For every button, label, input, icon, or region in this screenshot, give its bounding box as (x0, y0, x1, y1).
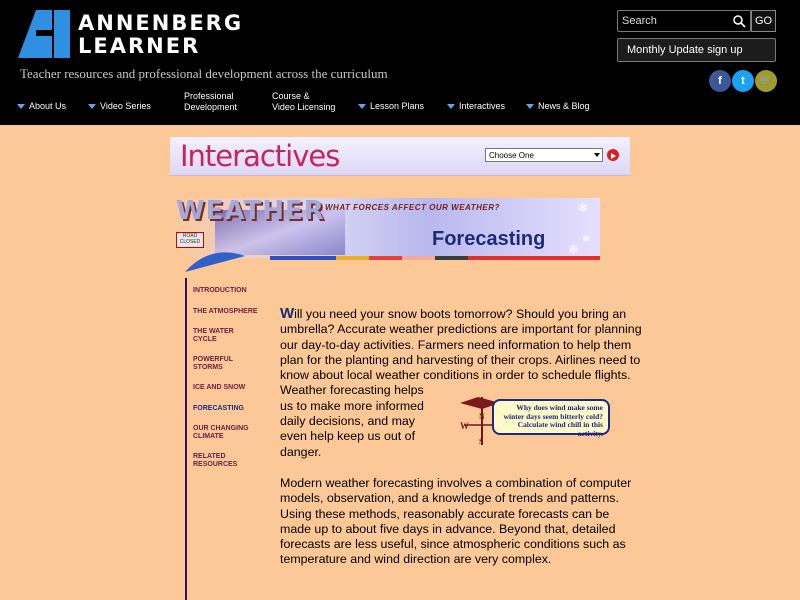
caret-down-icon (88, 104, 96, 109)
go-arrow-icon[interactable] (607, 149, 619, 161)
nav-lesson-plans[interactable]: Lesson Plans (358, 101, 424, 112)
paragraph-1-end: Weather forecasting helps us to make more informed daily decisions, and may even help keep us out of danger. (280, 383, 424, 459)
svg-text:W: W (460, 421, 469, 431)
nav-interactives[interactable]: Interactives (447, 101, 505, 112)
sidebar-item-introduction[interactable]: INTRODUCTION (193, 287, 247, 294)
chevron-down-icon (594, 153, 600, 157)
color-stripe (270, 256, 600, 260)
road-closed-sign: ROAD CLOSED (176, 232, 204, 248)
snowflake-icon: ❄ (582, 234, 591, 245)
cart-icon[interactable]: 🛒 (755, 70, 777, 92)
logo-line-1: ANNENBERG (78, 11, 244, 35)
section-sidebar (193, 287, 265, 469)
monthly-update-signup-button[interactable]: Monthly Update sign up (617, 38, 776, 62)
go-button[interactable]: GO (751, 10, 776, 32)
caret-down-icon (358, 104, 366, 109)
sidebar-divider (185, 278, 187, 600)
select-value: Choose One (489, 151, 534, 160)
svg-text:N: N (479, 412, 485, 421)
interactives-select[interactable] (485, 148, 603, 162)
wind-chill-callout[interactable] (452, 389, 612, 447)
search-icon[interactable] (732, 14, 746, 28)
nav-news-blog[interactable]: News & Blog (526, 101, 590, 112)
facebook-icon[interactable]: f (709, 70, 731, 92)
nav-professional-development[interactable]: Professional Development (184, 91, 238, 112)
nav-video-series[interactable]: Video Series (88, 101, 151, 112)
svg-text:S: S (479, 437, 484, 446)
twitter-icon[interactable]: t (732, 70, 754, 92)
logo-text[interactable] (78, 12, 243, 58)
weather-title: WEATHER (176, 196, 325, 226)
drop-cap: W (280, 305, 295, 322)
nav-course-video-licensing[interactable]: Course & Video Licensing (272, 91, 336, 112)
paragraph-1-text: ill you need your snow boots tomorrow? Should you bring an umbrella? Accurate weather predictions are important for planning our day-to-day activities. Farmers need information to help them plan for the planting and harvesting of their crops. Airlines need to know about local weather conditions in order to schedule flights. (280, 307, 642, 383)
sidebar-item-the-atmosphere[interactable]: THE ATMOSPHERE (193, 308, 258, 315)
callout-text[interactable]: Why does wind make some winter days seem bitterly cold? Calculate wind chill in this activity. (492, 399, 610, 435)
sidebar-item-powerful-storms[interactable]: POWERFUL STORMS (193, 356, 234, 371)
tagline: Teacher resources and professional development across the curriculum (20, 66, 388, 81)
umbrella-icon (180, 244, 250, 274)
snowflake-icon: ❄ (568, 242, 579, 257)
caret-down-icon (17, 104, 25, 109)
weather-subtitle: WHAT FORCES AFFECT OUR WEATHER? (325, 203, 500, 212)
caret-down-icon (447, 104, 455, 109)
sidebar-item-ice-and-snow[interactable]: ICE AND SNOW (193, 384, 246, 391)
logo-line-2: LEARNER (78, 34, 201, 58)
search-input[interactable] (622, 13, 726, 29)
annenberg-logo-icon[interactable] (18, 10, 70, 58)
interactives-banner (170, 137, 630, 176)
sidebar-item-the-water-cycle[interactable]: THE WATER CYCLE (193, 328, 234, 343)
main-nav (0, 90, 610, 120)
sidebar-item-related-resources[interactable]: RELATED RESOURCES (193, 453, 238, 468)
paragraph-2: Modern weather forecasting involves a combination of computer models, observation, and a knowledge of trends and patterns. Using these methods, reasonably accurate forecasts can be made up to about five days in advance. Beyond that, detailed forecasts are less useful, since atmospheric conditions such as temperature and wind direction are very complex. (280, 475, 632, 567)
weather-banner (170, 190, 600, 280)
sidebar-item-forecasting[interactable]: FORECASTING (193, 405, 244, 412)
caret-down-icon (526, 104, 534, 109)
snowflake-icon: ❄ (577, 200, 588, 215)
interactives-title: Interactives (180, 139, 340, 173)
sidebar-item-our-changing-climate[interactable]: OUR CHANGING CLIMATE (193, 425, 249, 440)
search-box (617, 10, 751, 32)
nav-about-us[interactable]: About Us (17, 101, 66, 112)
site-header (0, 0, 800, 125)
section-title: Forecasting (432, 228, 546, 250)
